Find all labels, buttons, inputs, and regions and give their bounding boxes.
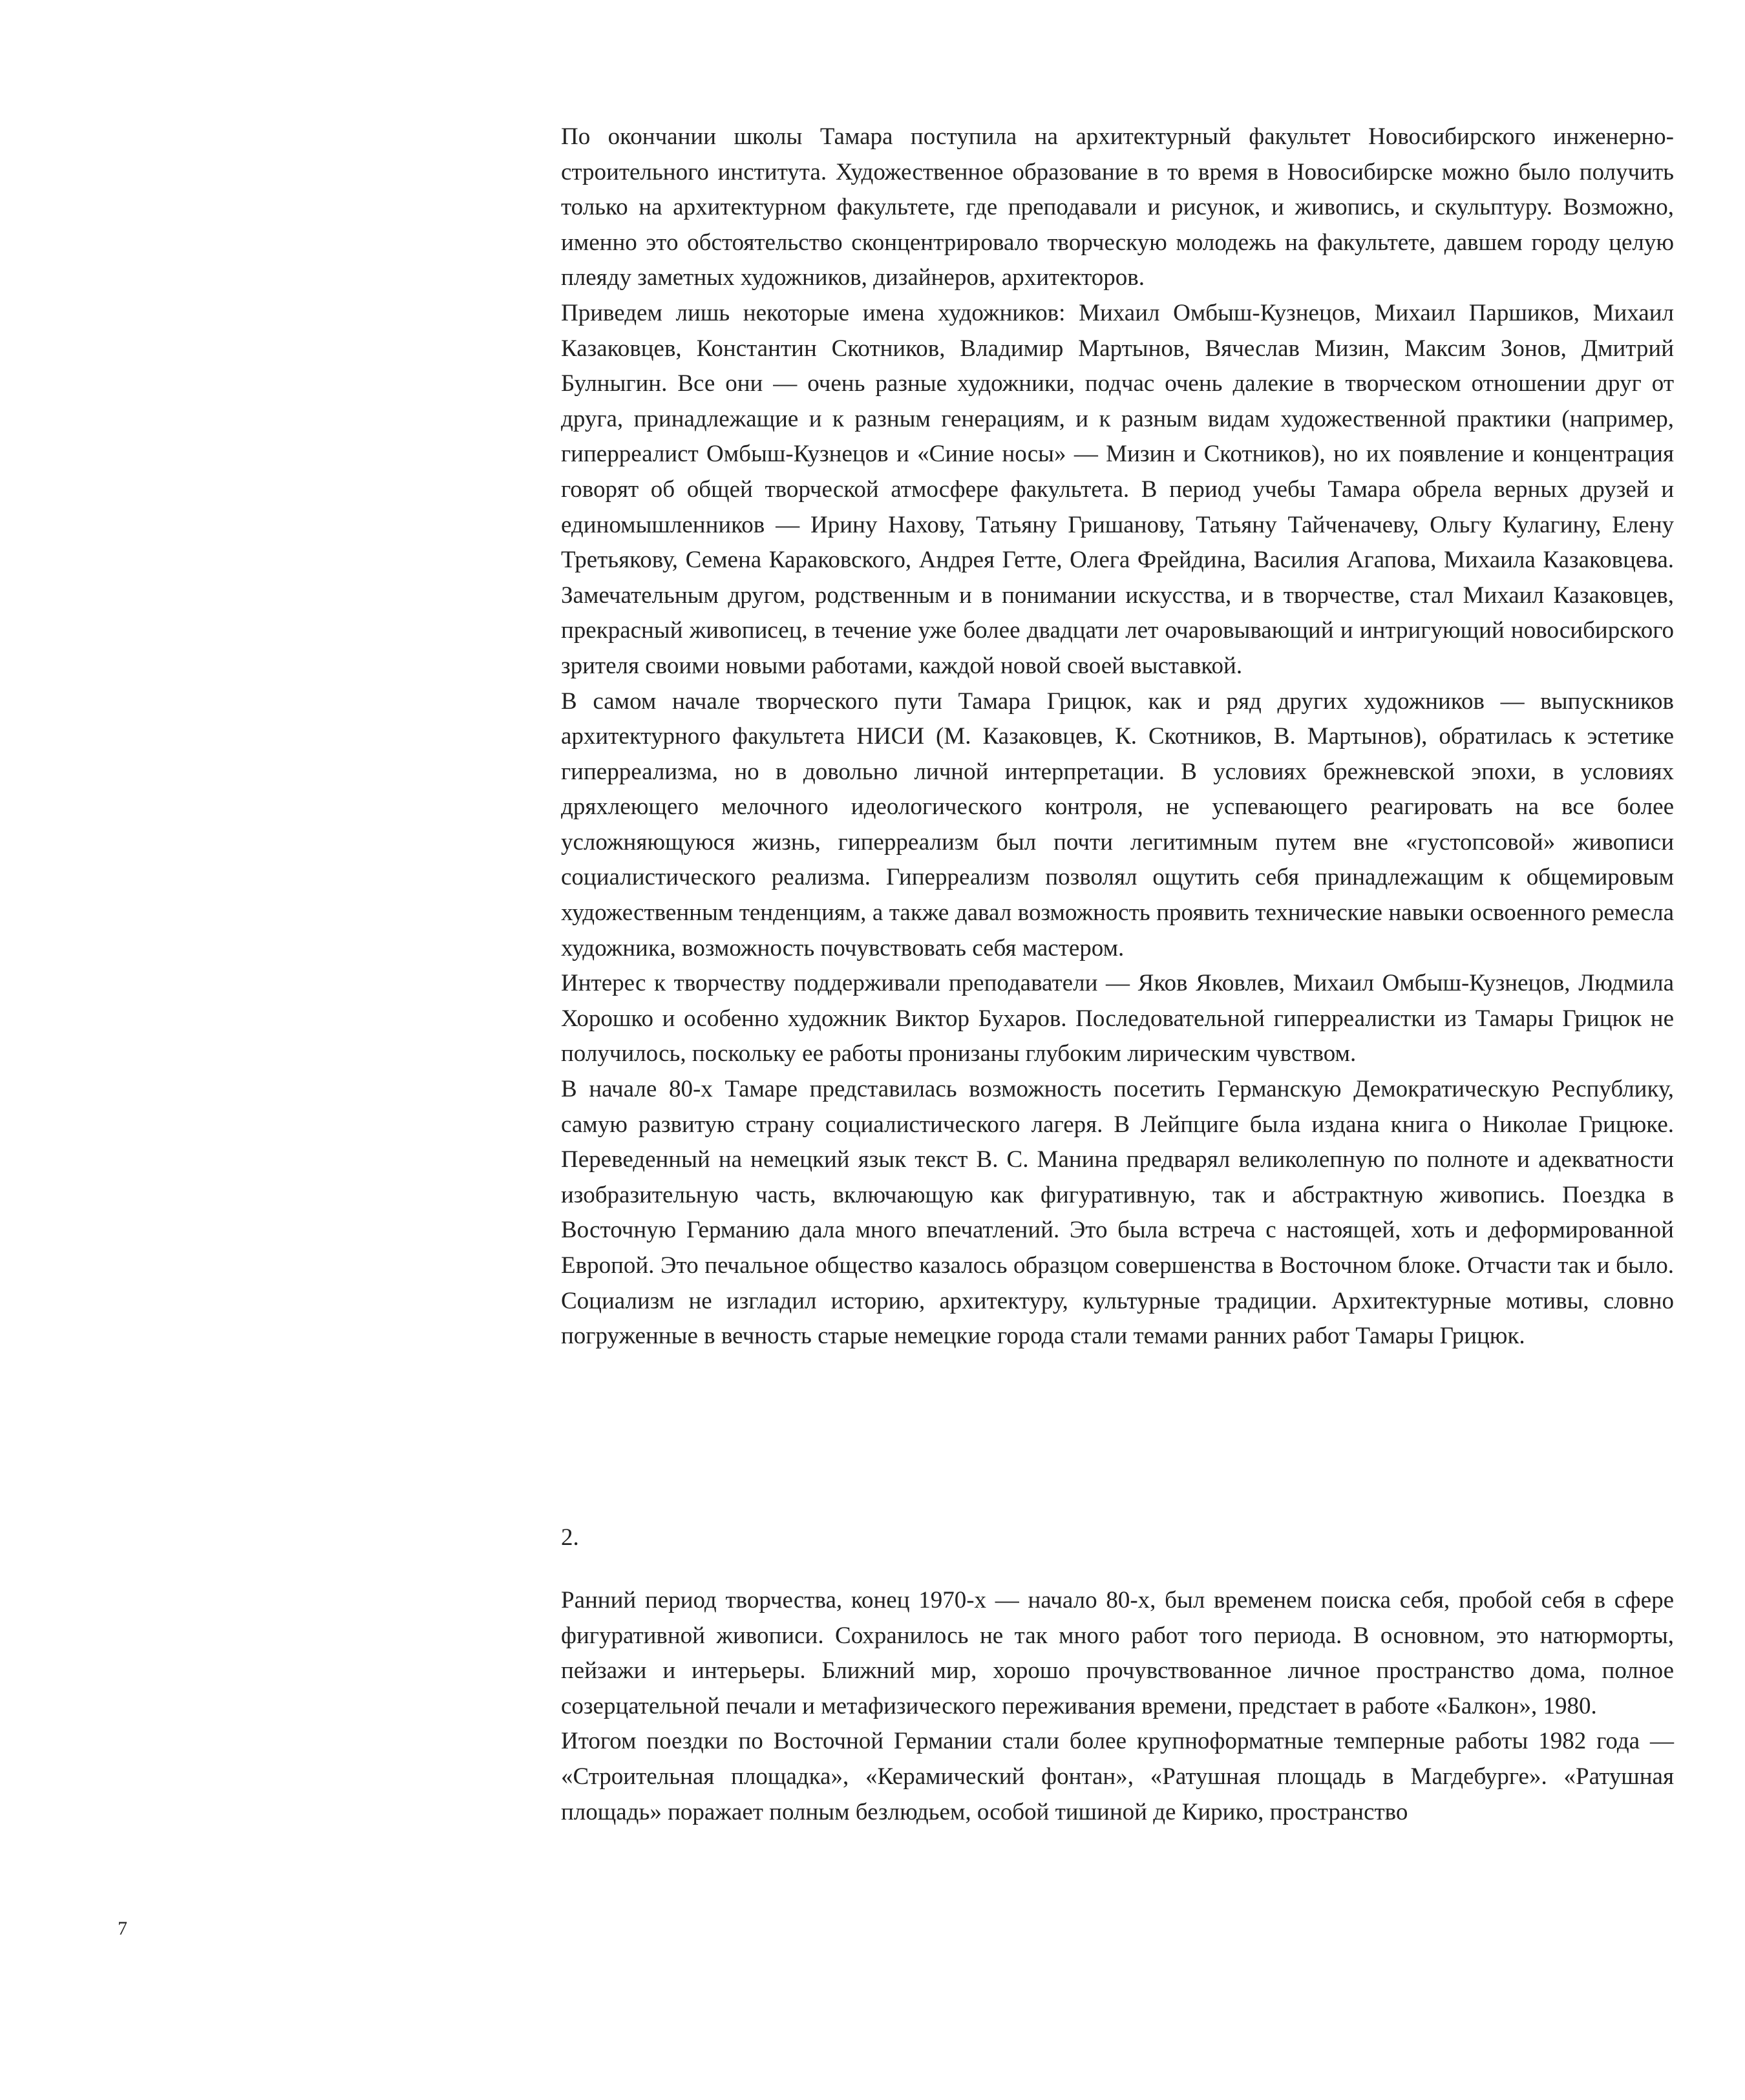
main-text-column (561, 120, 1674, 1354)
paragraph-3: В самом начале творческого пути Тамара Грицюк, как и ряд других художников — выпускников архитектурного факультета НИСИ (М. Казаковцев, К. Скотников, В. Мартынов), обратилась к эстетике гиперреализма, но в довольно личной интерпретации. В условиях брежневской эпохи, в условиях дряхлеющего мелочного идеологического контроля, не успевающего реагировать на все более усложняющуюся жизнь, гиперреализм был почти легитимным путем вне «густопсовой» живописи социалистического реализма. Гиперреализм позволял ощутить себя принадлежащим к общемировым художественным тенденциям, а также давал возможность проявить технические навыки освоенного ремесла художника, возможность почувствовать себя мастером. (561, 688, 1674, 961)
section-number: 2. (561, 1524, 579, 1551)
section-2-paragraph-2: Итогом поездки по Восточной Германии стали более крупноформатные темперные работы 1982 года — «Строительная площадка», «Керамический фонтан», «Ратушная площадь в Магдебурге». «Ратушная площадь» поражает полным безлюдьем, особой тишиной де Кирико, пространство (561, 1728, 1674, 1825)
page-number: 7 (118, 1918, 127, 1939)
section-2-text-column (561, 1583, 1674, 1830)
section-2-paragraph-1: Ранний период творчества, конец 1970-х — начало 80-х, был временем поиска себя, пробой себя в сфере фигуративной живописи. Сохранилось не так много работ того периода. В основном, это натюрморты, пейзажи и интерьеры. Ближний мир, хорошо прочувствованное личное пространство дома, полное созерцательной печали и метафизического переживания времени, предстает в работе «Балкон», 1980. (561, 1587, 1674, 1719)
paragraph-2: Приведем лишь некоторые имена художников: Михаил Омбыш-Кузнецов, Михаил Паршиков, Михаил Казаковцев, Константин Скотников, Владимир Мартынов, Вячеслав Мизин, Максим Зонов, Дмитрий Булныгин. Все они — очень разные художники, подчас очень далекие в творческом отношении друг от друга, принадлежащие и к разным генерациям, и к разным видам художественной практики (например, гиперреалист Омбыш-Кузнецов и «Синие носы» — Мизин и Скотников), но их появление и концентрация говорят об общей творческой атмосфере факультета. В период учебы Тамара обрела верных друзей и единомышленников — Ирину Нахову, Татьяну Гришанову, Татьяну Тайченачеву, Ольгу Кулагину, Елену Третьякову, Семена Караковского, Андрея Гетте, Олега Фрейдина, Василия Агапова, Михаила Казаковцева. Замечательным другом, родственным и в понимании искусства, и в творчестве, стал Михаил Казаковцев, прекрасный живописец, в течение уже более двадцати лет очаровывающий и интригующий новосибирского зрителя своими новыми работами, каждой новой своей выставкой. (561, 299, 1674, 679)
paragraph-5: В начале 80-х Тамаре представилась возможность посетить Германскую Демократическую Республику, самую развитую страну социалистического лагеря. В Лейпциге была издана книга о Николае Грицюке. Переведенный на немецкий язык текст В. С. Манина предварял великолепную по полноте и адекватности изобразительную часть, включающую как фигуративную, так и абстрактную живопись. Поездка в Восточную Германию дала много впечатлений. Это была встреча с настоящей, хоть и деформированной Европой. Это печальное общество казалось образцом совершенства в Восточном блоке. Отчасти так и было. Социализм не изгладил историю, архитектуру, культурные традиции. Архитектурные мотивы, словно погруженные в вечность старые немецкие города стали темами ранних работ Тамары Грицюк. (561, 1076, 1674, 1350)
paragraph-4: Интерес к творчеству поддерживали преподаватели — Яков Яковлев, Михаил Омбыш-Кузнецов, Людмила Хорошко и особенно художник Виктор Бухаров. Последовательной гиперреалистки из Тамары Грицюк не получилось, поскольку ее работы пронизаны глубоким лирическим чувством. (561, 970, 1674, 1067)
paragraph-1: По окончании школы Тамара поступила на архитектурный факультет Новосибирского инженерно-строительного института. Художественное образование в то время в Новосибирске можно было получить только на архитектурном факультете, где преподавали и рисунок, и живопись, и скульптуру. Возможно, именно это обстоятельство сконцентрировало творческую молодежь на факультете, давшем городу целую плеяду заметных художников, дизайнеров, архитекторов. (561, 123, 1674, 291)
